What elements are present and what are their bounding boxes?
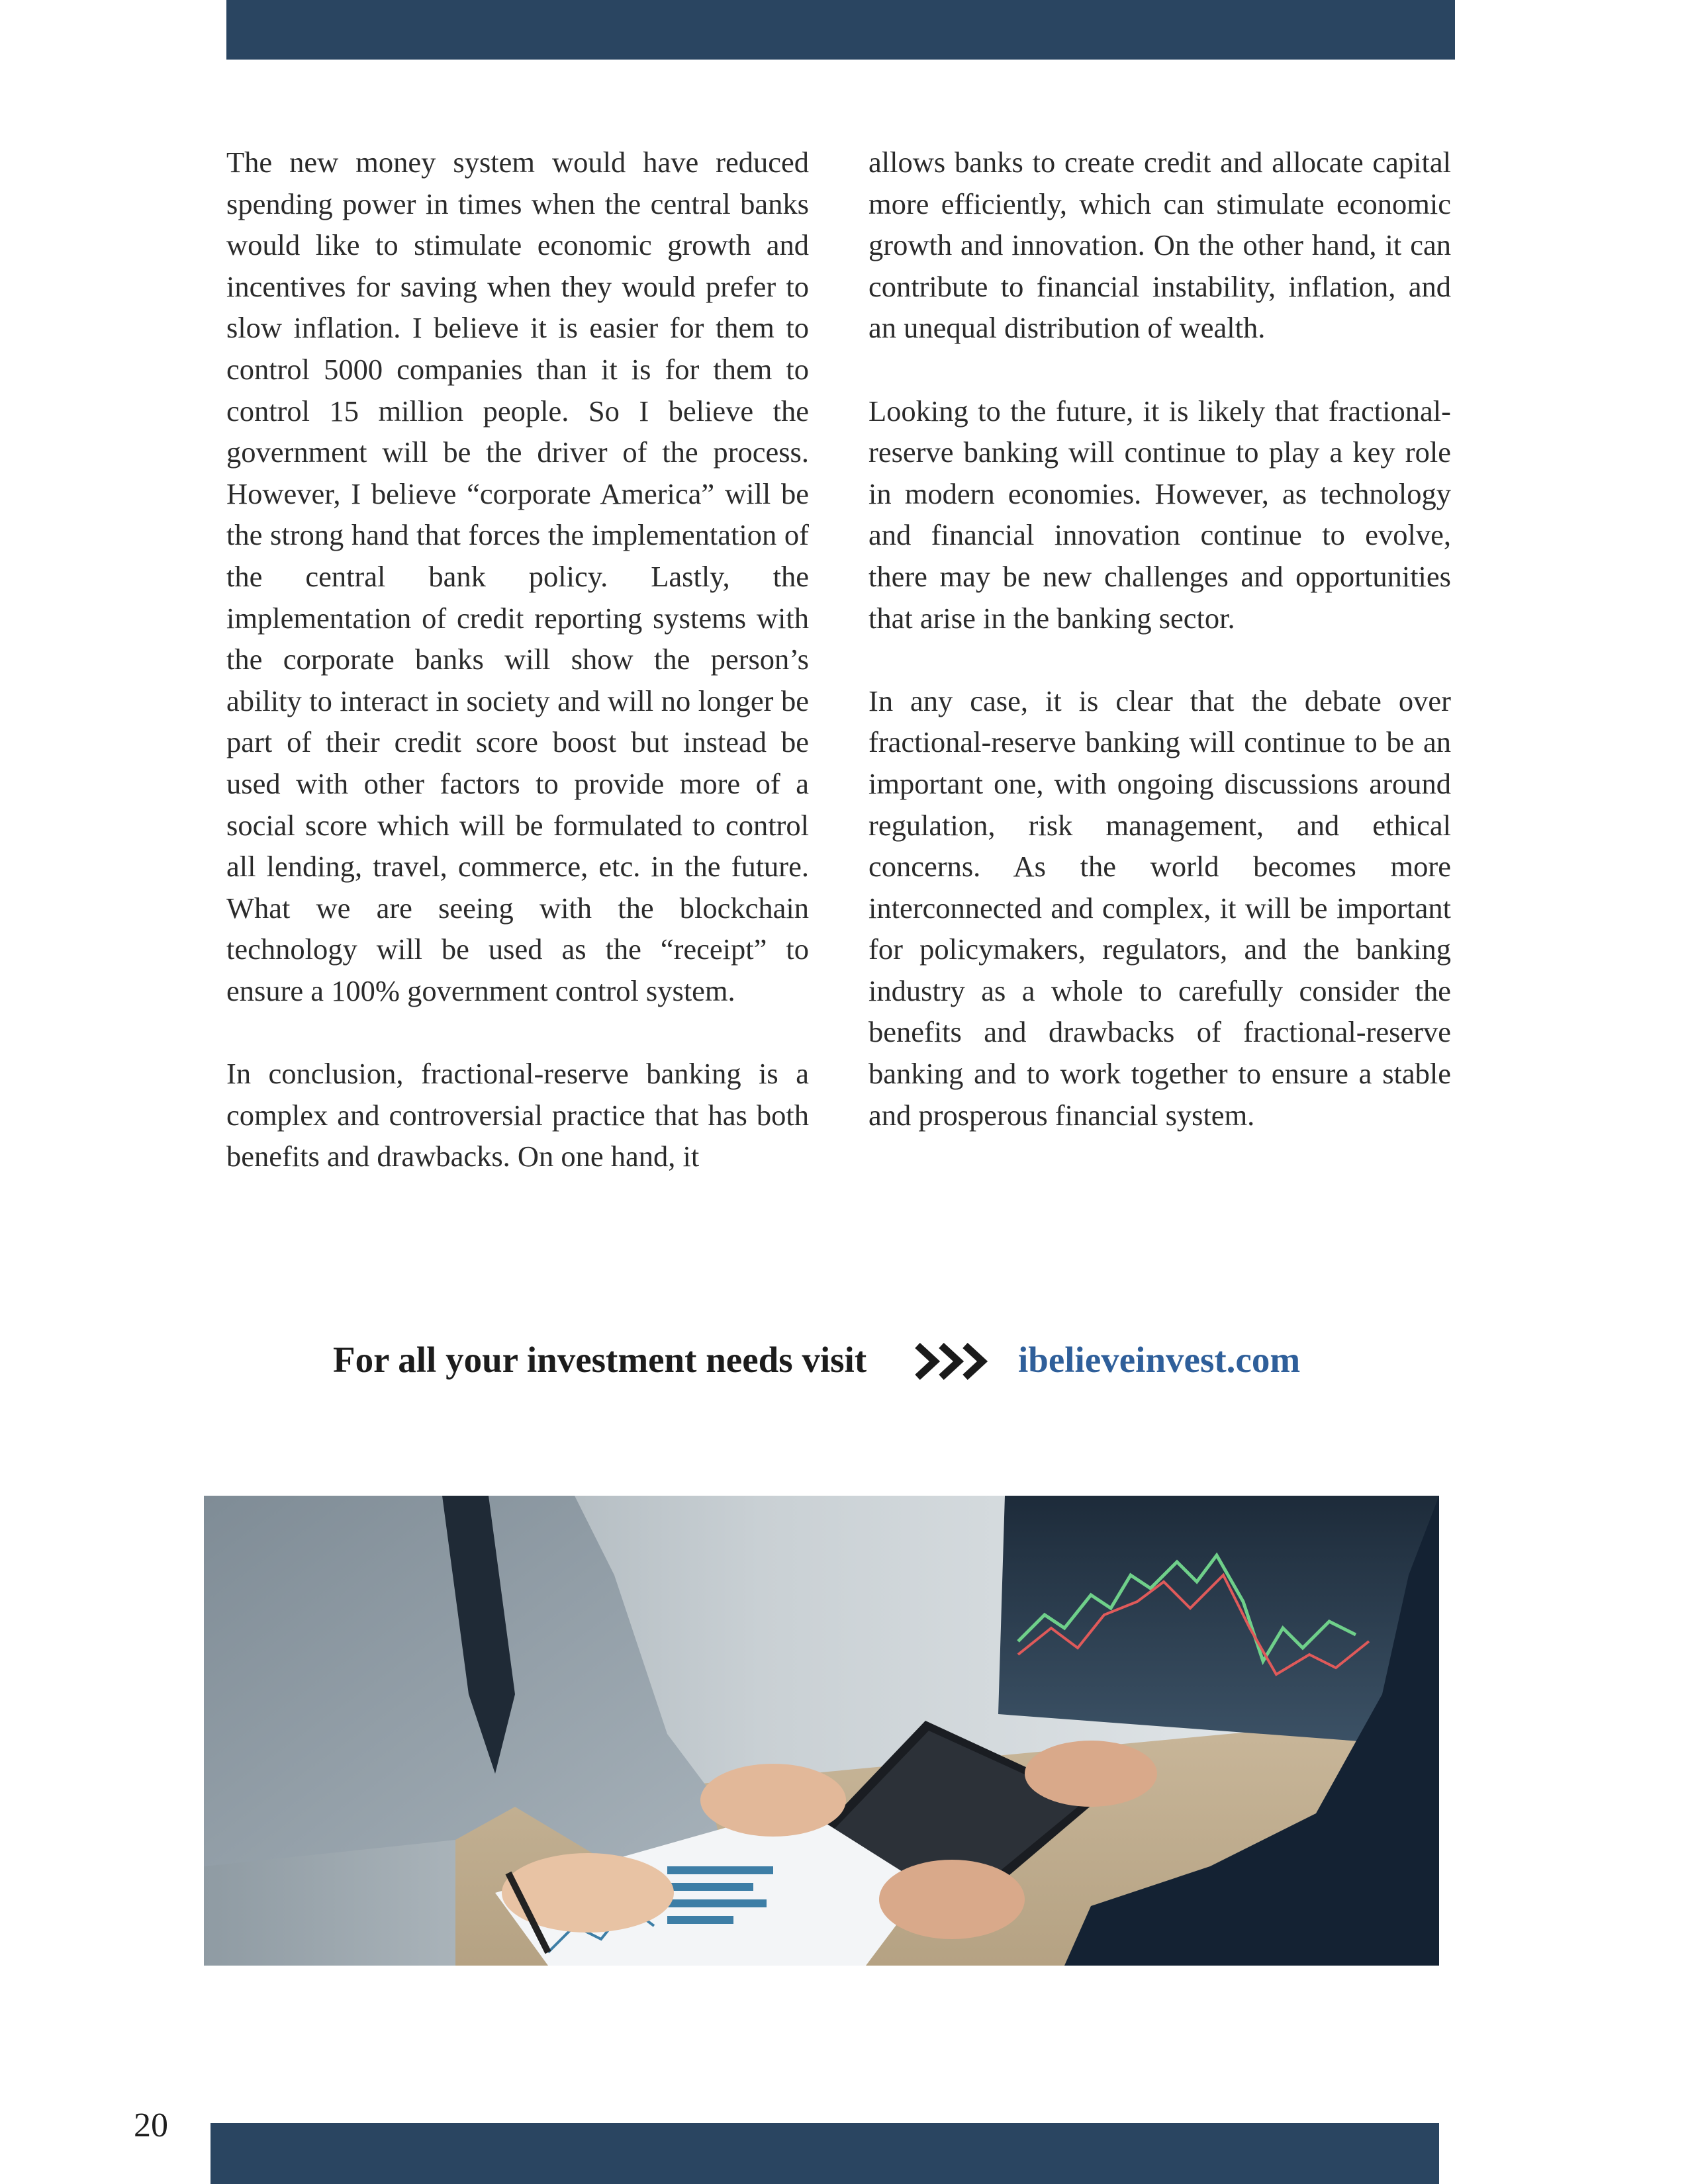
triple-chevron-right-icon	[915, 1343, 993, 1380]
body-paragraph: The new money system would have reduced spending power in times when the central banks would like to stimulate economic growth and incentives for saving when they would prefer to slow inflation. I believe it is easier for them to control 5000 companies than it is for them to control 15 million people. So I believe the government will be the driver of the process. However, I believe “corporate America” will be the strong hand that forces the implementation of the central bank policy. Lastly, the implementation of credit reporting systems with the corporate banks will show the person’s ability to interact in society and will no longer be part of their credit score boost but instead be used with other factors to provide more of a social score which will be formulated to control all lending, travel, commerce, etc. in the future. What we are seeing with the blockchain technology will be used as the “receipt” to ensure a 100% government control system.	[226, 146, 809, 1007]
right-text-column	[868, 142, 1451, 1136]
call-to-action	[0, 1334, 1688, 1387]
body-paragraph: allows banks to create credit and allocate capital more efficiently, which can stimulate economic growth and innovation. On the other hand, it can contribute to financial instability, inflation, and an unequal distribution of wealth.	[868, 146, 1451, 345]
website-link[interactable]: ibelieveinvest.com	[1018, 1340, 1301, 1380]
header-band	[226, 0, 1455, 60]
body-paragraph: In any case, it is clear that the debate over fractional-reserve banking will continue to be an important one, with ongoing discussions around regulation, risk management, and ethical concerns. As the world becomes more interconnected and complex, it will be important for policymakers, regulators, and the banking industry as a whole to carefully consider the benefits and drawbacks of fractional-reserve banking and to work together to ensure a stable and prosperous financial system.	[868, 684, 1451, 1132]
business-meeting-photo	[204, 1496, 1439, 1966]
footer-band	[211, 2123, 1439, 2184]
left-text-column	[226, 142, 809, 1177]
body-paragraph: In conclusion, fractional-reserve banking is a complex and controversial practice that has both benefits and drawbacks. On one hand, it	[226, 1057, 809, 1173]
page-number: 20	[134, 2107, 168, 2144]
cta-text: For all your investment needs visit	[333, 1340, 867, 1380]
body-paragraph: Looking to the future, it is likely that fractional-reserve banking will continue to play a key role in modern economies. However, as technology and financial innovation continue to evolve, there may be new challenges and opportunities that arise in the banking sector.	[868, 394, 1451, 635]
